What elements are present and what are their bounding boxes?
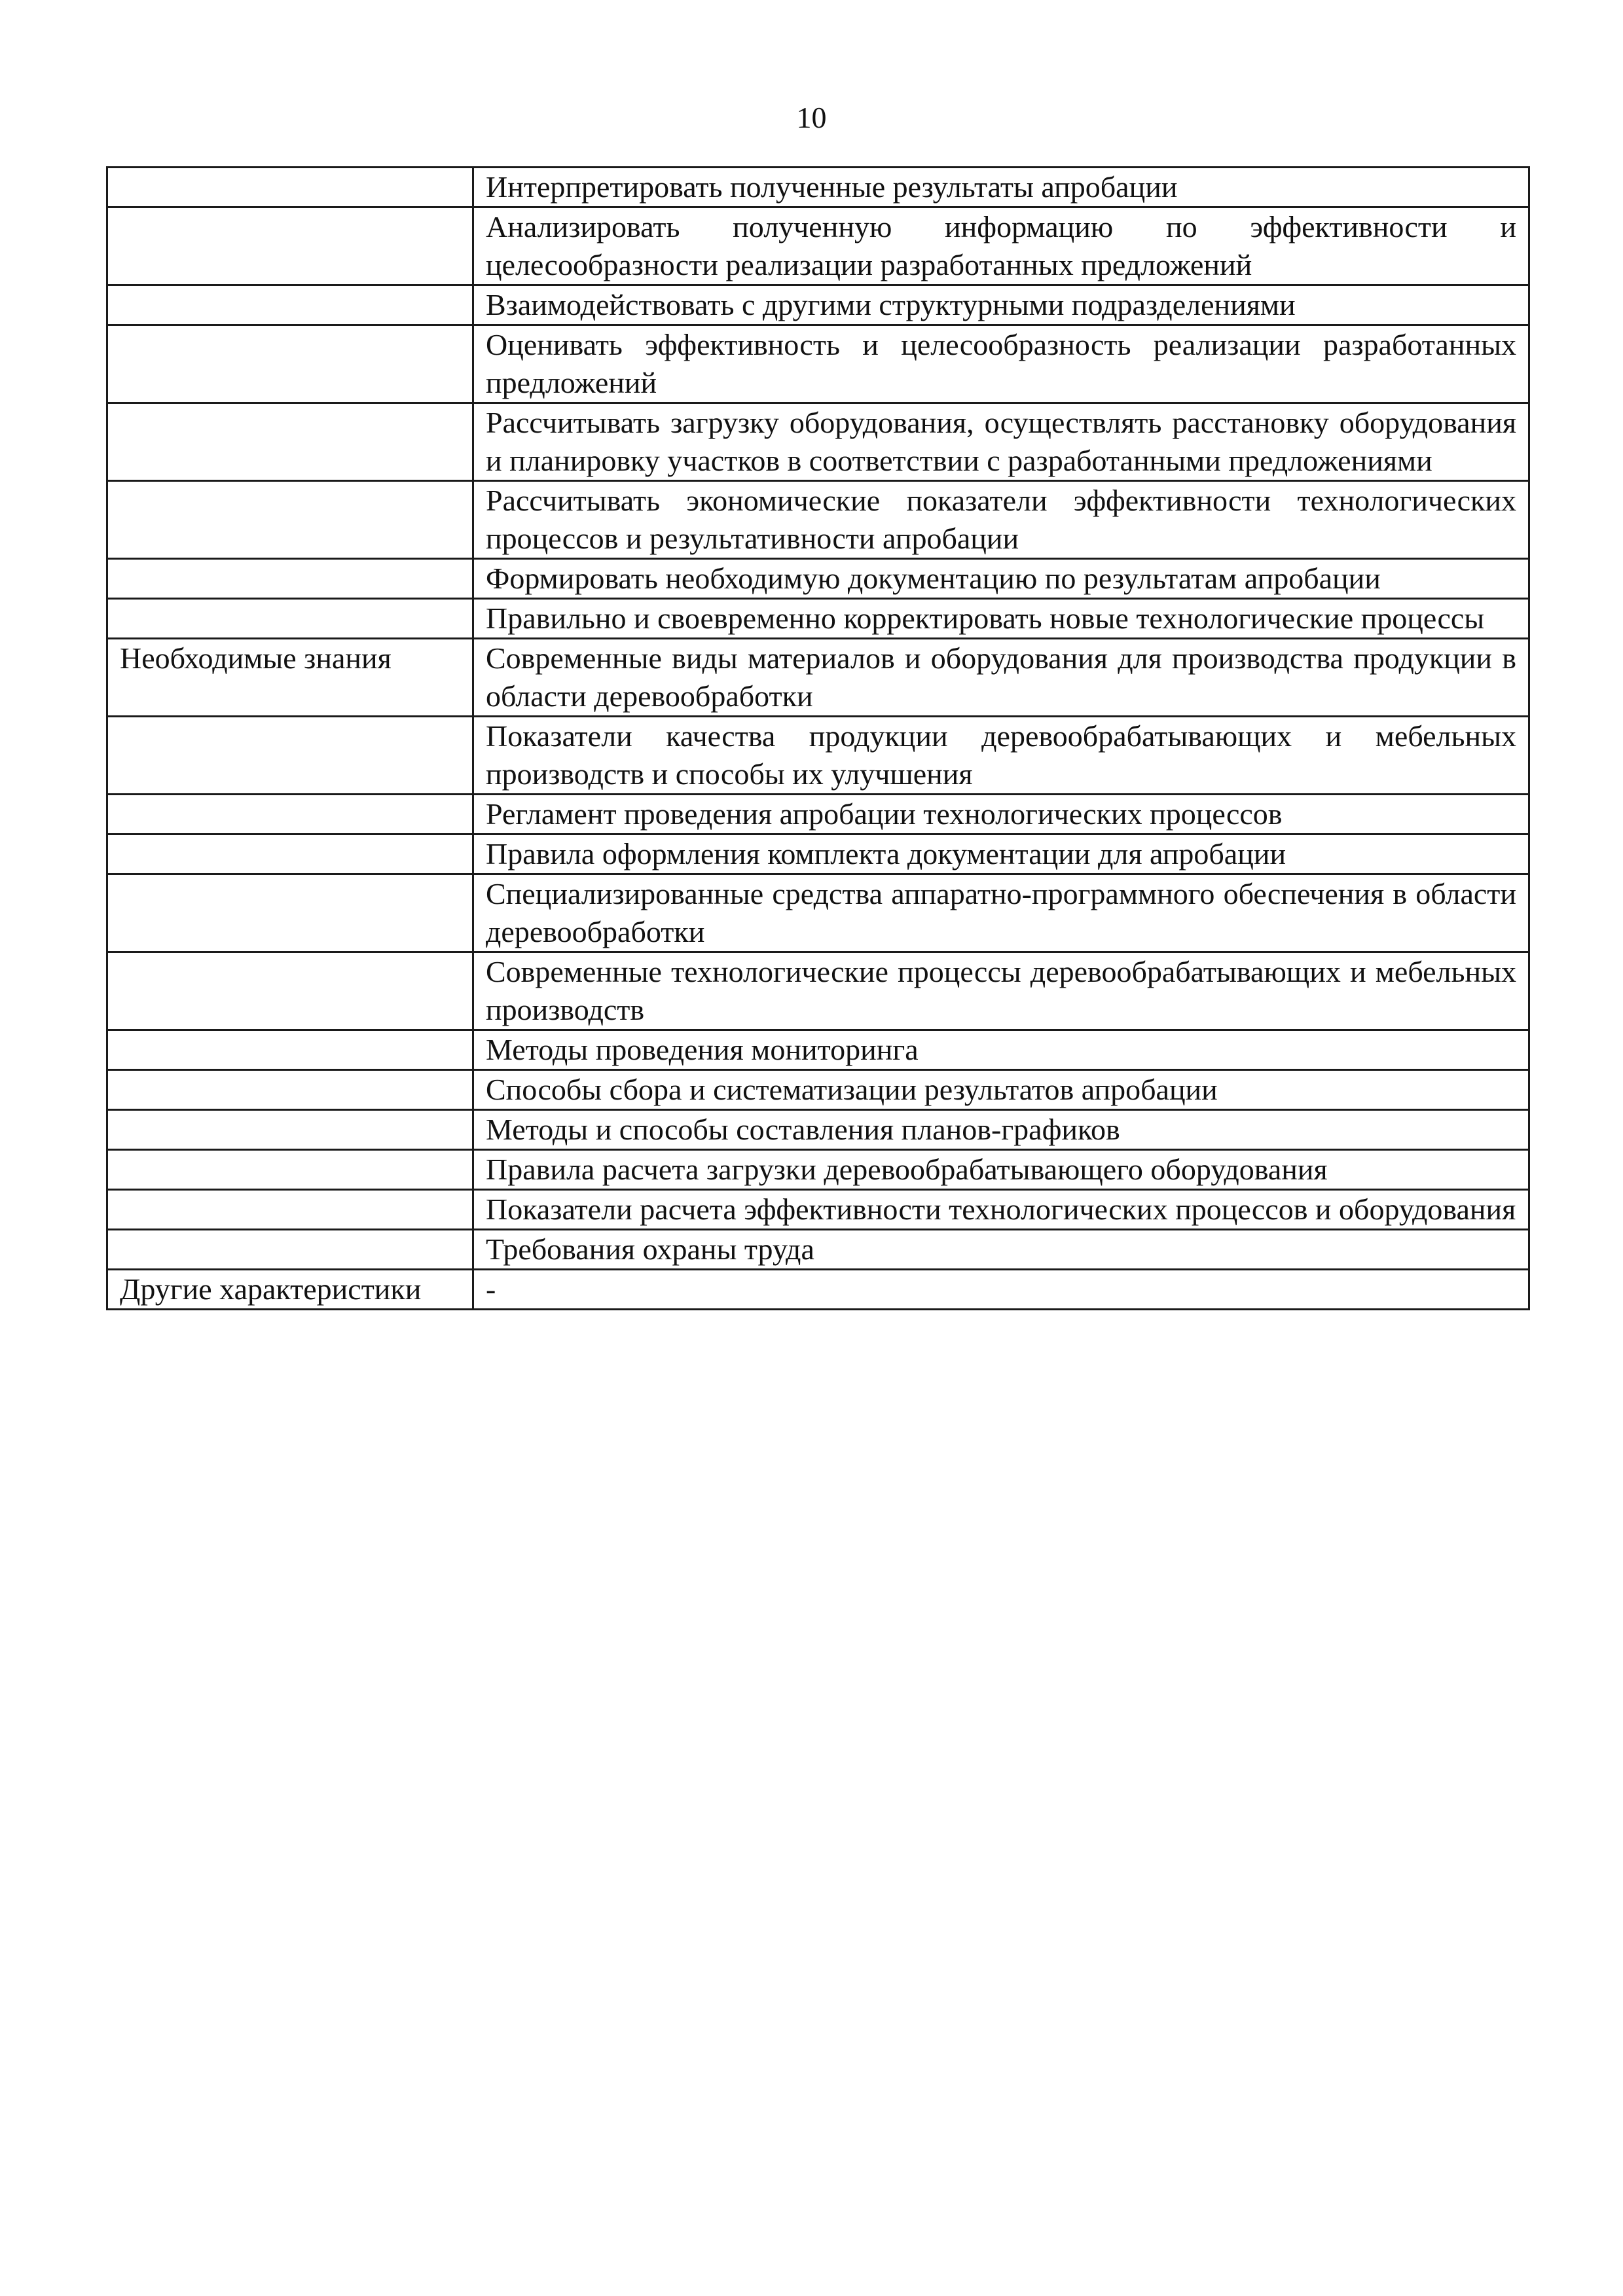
knowledge-cell: Способы сбора и систематизации результатов апробации [473,1070,1529,1110]
table-row [107,952,1529,1030]
knowledge-label-cell [107,1110,473,1150]
skills-label-cell [107,168,473,207]
table-row [107,285,1529,325]
table-row [107,168,1529,207]
knowledge-cell: Специализированные средства аппаратно-программного обеспечения в области деревообработки [473,874,1529,952]
knowledge-label-cell [107,1190,473,1230]
knowledge-cell: Показатели качества продукции деревообрабатывающих и мебельных производств и способы их улучшения [473,717,1529,795]
skill-cell: Формировать необходимую документацию по результатам апробации [473,559,1529,599]
table-row [107,325,1529,403]
skills-label-cell [107,285,473,325]
knowledge-label-cell [107,874,473,952]
skills-label-cell [107,207,473,285]
knowledge-cell: Правила расчета загрузки деревообрабатывающего оборудования [473,1150,1529,1190]
page-number: 10 [796,101,827,134]
other-value: - [473,1270,1529,1310]
knowledge-cell: Современные технологические процессы деревообрабатывающих и мебельных производств [473,952,1529,1030]
knowledge-label-cell [107,952,473,1030]
knowledge-label: Необходимые знания [107,639,473,717]
table-row [107,481,1529,559]
knowledge-cell: Методы и способы составления планов-графиков [473,1110,1529,1150]
skill-cell: Взаимодействовать с другими структурными подразделениями [473,285,1529,325]
knowledge-cell: Правила оформления комплекта документации для апробации [473,834,1529,874]
skill-cell: Интерпретировать полученные результаты апробации [473,168,1529,207]
table-row [107,834,1529,874]
knowledge-cell: Современные виды материалов и оборудования для производства продукции в области деревообработки [473,639,1529,717]
knowledge-cell: Показатели расчета эффективности технологических процессов и оборудования [473,1190,1529,1230]
skill-cell: Рассчитывать экономические показатели эффективности технологических процессов и результативности апробации [473,481,1529,559]
knowledge-cell: Требования охраны труда [473,1230,1529,1270]
skill-cell: Правильно и своевременно корректировать новые технологические процессы [473,599,1529,639]
skill-cell: Рассчитывать загрузку оборудования, осуществлять расстановку оборудования и планировку участков в соответствии с разработанными предложениями [473,403,1529,481]
table-row [107,1230,1529,1270]
table-row [107,1110,1529,1150]
knowledge-cell: Методы проведения мониторинга [473,1030,1529,1070]
table-row [107,795,1529,834]
skills-label-cell [107,599,473,639]
table-row [107,207,1529,285]
table-row [107,599,1529,639]
skills-label-cell [107,403,473,481]
table-row [107,1190,1529,1230]
skill-cell: Оценивать эффективность и целесообразность реализации разработанных предложений [473,325,1529,403]
skills-label-cell [107,481,473,559]
knowledge-label-cell [107,717,473,795]
table-row [107,403,1529,481]
knowledge-label-cell [107,1030,473,1070]
table-row [107,639,1529,717]
knowledge-label-cell [107,1150,473,1190]
knowledge-label-cell [107,1230,473,1270]
table-row [107,1270,1529,1310]
skills-label-cell [107,559,473,599]
knowledge-cell: Регламент проведения апробации технологических процессов [473,795,1529,834]
table-row [107,1150,1529,1190]
table-row [107,717,1529,795]
skills-label-cell [107,325,473,403]
knowledge-label-cell [107,1070,473,1110]
knowledge-label-cell [107,795,473,834]
table-row [107,559,1529,599]
competency-table [106,166,1530,1310]
table-row [107,874,1529,952]
other-label: Другие характеристики [107,1270,473,1310]
knowledge-label-cell [107,834,473,874]
table-row [107,1030,1529,1070]
skill-cell: Анализировать полученную информацию по эффективности и целесообразности реализации разработанных предложений [473,207,1529,285]
table-row [107,1070,1529,1110]
